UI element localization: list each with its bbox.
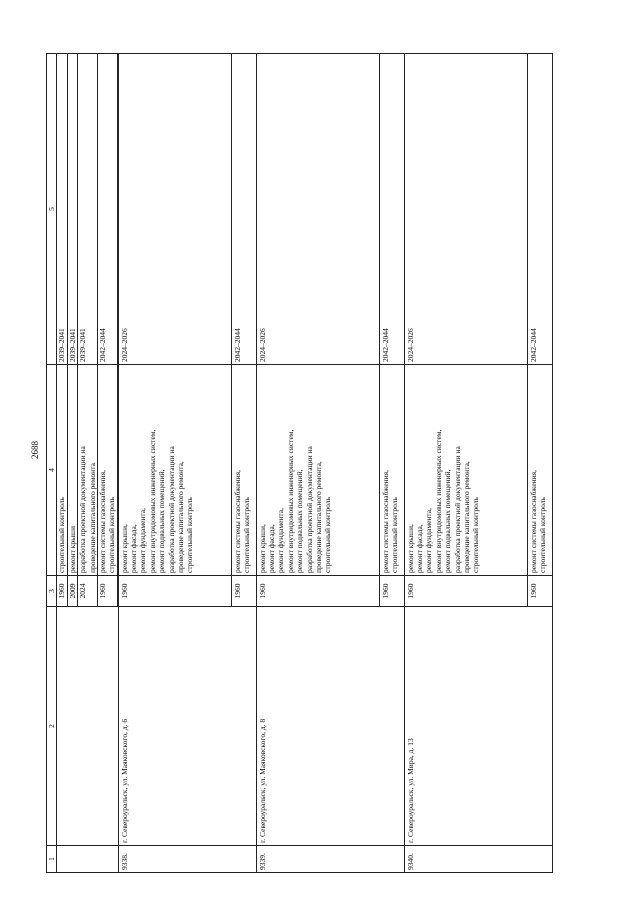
num-cell: 9340. bbox=[404, 846, 552, 873]
column-header-4: 4 bbox=[47, 365, 57, 576]
work-line: ремонт подвальных помещений, bbox=[157, 469, 167, 573]
work-cell bbox=[256, 365, 379, 576]
year-cell: 1960 bbox=[118, 576, 231, 607]
column-header-2: 2 bbox=[47, 607, 57, 846]
page-number: 2688 bbox=[30, 441, 40, 459]
work-line: ремонт внутридомовых инженерных систем, bbox=[433, 429, 443, 573]
work-line: строительный контроль bbox=[323, 497, 333, 573]
work-line: ремонт крыши, bbox=[119, 524, 129, 573]
work-line: проведение капитального ремонта, bbox=[461, 461, 471, 573]
work-line: ремонт крыши, bbox=[257, 524, 267, 573]
work-line: ремонт подвальных помещений, bbox=[443, 469, 453, 573]
work-cell bbox=[118, 365, 231, 576]
num-cell: 9339. bbox=[256, 846, 404, 873]
work-line: строительный контроль bbox=[390, 497, 399, 573]
work-line: проведение капитального ремонта, bbox=[313, 461, 323, 573]
work-line: ремонт фундамента, bbox=[276, 508, 286, 573]
work-line: ремонт системы газоснабжения, bbox=[380, 469, 390, 573]
address-cell: г. Североуральск, ул. Маяковского, д. 8 bbox=[256, 607, 404, 846]
year-cell: 2024 bbox=[78, 576, 98, 607]
period-cell: 2039–2041 bbox=[67, 54, 77, 365]
period-cell: 2039–2041 bbox=[78, 54, 98, 365]
work-cell bbox=[97, 365, 117, 576]
period-cell: 2042–2044 bbox=[527, 54, 552, 365]
work-line: ремонт подвальных помещений, bbox=[295, 469, 305, 573]
year-cell: 1960 bbox=[379, 576, 404, 607]
work-cell: строительный контроль bbox=[57, 365, 67, 576]
work-cell bbox=[379, 365, 404, 576]
period-cell: 2024–2026 bbox=[404, 54, 527, 365]
capital-repair-table bbox=[46, 53, 553, 873]
year-cell: 1960 bbox=[57, 576, 67, 607]
work-line: строительный контроль bbox=[185, 497, 195, 573]
work-line: ремонт фасада, bbox=[415, 524, 424, 573]
work-line: ремонт фасада, bbox=[129, 524, 138, 573]
period-cell: 2042–2044 bbox=[97, 54, 117, 365]
work-line: ремонт фундамента, bbox=[138, 508, 148, 573]
num-cell bbox=[57, 846, 118, 873]
address-cell: г. Североуральск, ул. Мира, д. 13 bbox=[404, 607, 552, 846]
table-row bbox=[404, 54, 527, 873]
year-cell: 1960 bbox=[404, 576, 527, 607]
work-line: ремонт крыши, bbox=[405, 524, 415, 573]
table-row bbox=[118, 54, 231, 873]
work-cell bbox=[404, 365, 527, 576]
year-cell: 1960 bbox=[97, 576, 117, 607]
period-cell: 2042–2044 bbox=[379, 54, 404, 365]
work-line: ремонт системы газоснабжения, bbox=[97, 469, 107, 573]
column-header-5: 5 bbox=[47, 54, 57, 365]
work-line: разработка проектной документации на bbox=[452, 446, 462, 573]
address-cell bbox=[57, 607, 118, 846]
year-cell: 1960 bbox=[527, 576, 552, 607]
period-cell: 2042–2044 bbox=[231, 54, 256, 365]
table-row bbox=[256, 54, 379, 873]
period-cell: 2024–2026 bbox=[118, 54, 231, 365]
period-cell: 2039–2041 bbox=[57, 54, 67, 365]
table-row bbox=[57, 54, 67, 873]
column-number-row bbox=[47, 54, 57, 873]
period-cell: 2024–2026 bbox=[256, 54, 379, 365]
work-line: разработка проектной документации на bbox=[78, 446, 88, 573]
year-cell: 2009 bbox=[67, 576, 77, 607]
work-line: строительный контроль bbox=[471, 497, 481, 573]
work-cell bbox=[78, 365, 98, 576]
work-line: ремонт внутридомовых инженерных систем, bbox=[285, 429, 295, 573]
work-line: ремонт внутридомовых инженерных систем, bbox=[147, 429, 157, 573]
address-cell: г. Североуральск, ул. Маяковского, д. 6 bbox=[118, 607, 256, 846]
work-cell: ремонт крыши bbox=[67, 365, 77, 576]
year-cell: 1960 bbox=[231, 576, 256, 607]
work-line: строительный контроль bbox=[242, 497, 251, 573]
rotated-table-container bbox=[46, 78, 564, 873]
work-line: проведение капитального ремонта bbox=[87, 463, 97, 573]
column-header-1: 1 bbox=[47, 846, 57, 873]
work-cell bbox=[527, 365, 552, 576]
num-cell: 9338. bbox=[118, 846, 256, 873]
work-line: ремонт системы газоснабжения, bbox=[232, 469, 242, 573]
work-line: ремонт фундамента, bbox=[424, 508, 434, 573]
work-line: разработка проектной документации на bbox=[166, 446, 176, 573]
work-line: строительный контроль bbox=[107, 497, 117, 573]
year-cell: 1960 bbox=[256, 576, 379, 607]
work-line: строительный контроль bbox=[538, 497, 547, 573]
work-line: ремонт фасада, bbox=[267, 524, 276, 573]
work-cell bbox=[231, 365, 256, 576]
work-line: разработка проектной документации на bbox=[304, 446, 314, 573]
column-header-3: 3 bbox=[47, 576, 57, 607]
work-line: проведение капитального ремонта, bbox=[175, 461, 185, 573]
work-line: ремонт системы газоснабжения, bbox=[528, 469, 538, 573]
